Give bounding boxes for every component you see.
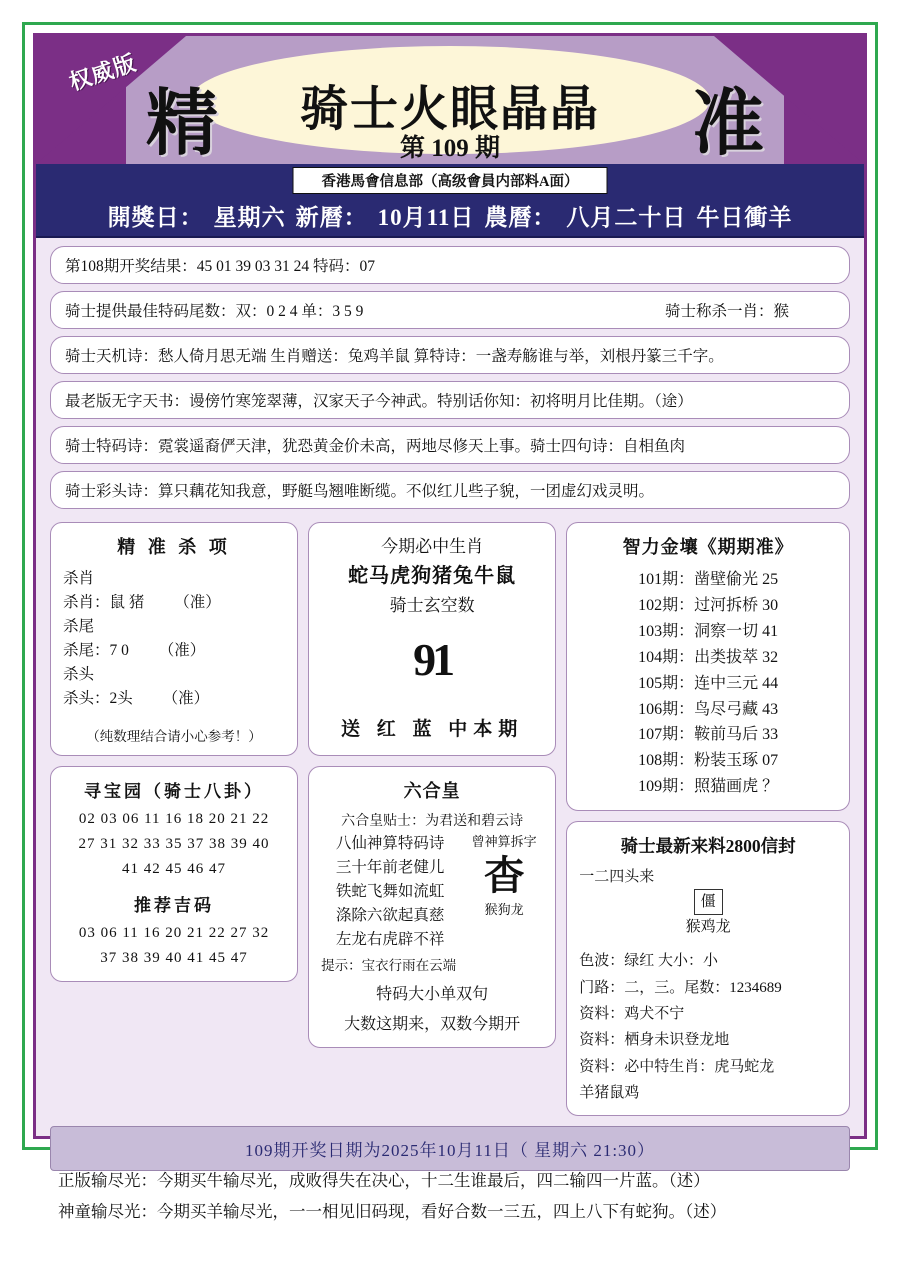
history-item: 105期：连中三元 44 [638, 674, 779, 692]
treasure-numbers [63, 807, 285, 881]
liuhe-card-title: 六合皇 [403, 781, 461, 802]
lunar-date: 八月二十日 [566, 204, 687, 230]
masthead-left-char: 精 [146, 84, 221, 164]
kill-line-2: 杀尾：7 0 [63, 642, 129, 660]
outer-frame [22, 22, 878, 1161]
liuhe-line-a: 特码大小单双句 [376, 985, 489, 1003]
zodiac-line-3: 骑士玄空数 [389, 596, 475, 616]
newest-line-1: 一二四头来 [579, 868, 655, 885]
history-list [579, 567, 837, 800]
masthead [36, 36, 864, 164]
newest-material-card [566, 821, 850, 1116]
history-item: 101期：凿壁偷光 25 [638, 571, 779, 588]
history-item: 104期：出类拔萃 32 [638, 648, 779, 666]
zodiac-card [308, 522, 556, 756]
history-card-title: 智力金壤《期期准》 [622, 537, 794, 557]
history-card [566, 522, 850, 811]
bottom-notes [58, 1166, 858, 1227]
liuhe-poem-line-4: 涤除六欲起真慈 [335, 907, 445, 925]
newest-zodiacs: 猴鸡龙 [685, 919, 731, 936]
liuhe-poem-line-5: 左龙右虎辟不祥 [335, 931, 445, 949]
character-split-glyph: 杳 [484, 852, 525, 898]
kill-row-2 [63, 639, 285, 663]
treasure-numbers-line-2: 27 31 32 33 35 37 38 39 40 [78, 835, 270, 852]
kill-head-3: 杀头 [63, 666, 95, 684]
newest-data-2: 资料：栖身未识登龙地 [579, 1032, 730, 1049]
kill-card-list [63, 567, 285, 711]
info-rows [36, 238, 864, 518]
masthead-right-char: 准 [691, 84, 764, 164]
source-chip: 香港馬會信息部（高级會員内部料A面） [293, 167, 608, 194]
treasure-card-title: 寻宝园（骑士八卦） [84, 782, 265, 802]
liuhe-poem-line-3: 铁蛇飞舞如流虹 [335, 883, 445, 901]
heaven-poem-row: 骑士天机诗：愁人倚月思无端 生肖赠送：兔鸡羊鼠 算特诗：一盏寿觞谁与举，刘根丹篆三千字。 [50, 336, 850, 374]
newest-boxed-row [579, 889, 837, 915]
newest-data-4: 羊猪鼠鸡 [579, 1084, 640, 1101]
last-result-row: 第108期开奖结果：45 01 39 03 31 24 特码：07 [50, 246, 850, 284]
newest-body [579, 832, 837, 1105]
newest-path: 门路：二，三。尾数：1234689 [579, 979, 782, 996]
liuhe-hint: 提示：宝衣行雨在云端 [321, 958, 457, 974]
history-item: 108期：粉装玉琢 07 [638, 752, 779, 770]
liuhe-columns [321, 832, 543, 952]
treasure-card [50, 766, 298, 982]
inner-frame [33, 33, 867, 1161]
kill-card [50, 522, 298, 756]
lucky-numbers [63, 921, 285, 971]
kill-line-1: 杀肖：鼠 猪 [63, 594, 145, 612]
zodiac-line-1: 今期必中生肖 [381, 537, 484, 556]
liuhe-poem-line-1: 八仙神算特码诗 [335, 835, 445, 853]
tail-and-kill-row [50, 291, 850, 329]
column-right [566, 522, 850, 1116]
column-middle [308, 522, 556, 1048]
newest-color-wave: 色波：绿红 大小：小 [579, 953, 718, 970]
special-poem-row: 骑士特码诗：霓裳遥裔俨天津，犹恐黄金价未高，两地尽修天上事。骑士四句诗：自相鱼肉 [50, 426, 850, 464]
character-split-label: 曾神算拆字 [471, 834, 537, 850]
treasure-numbers-line-1: 02 03 06 11 16 18 20 21 22 [78, 811, 270, 828]
draw-date-footer: 109期开奖日期为2025年10月11日（ 星期六 21:30） [50, 1126, 850, 1171]
liuhe-line-b: 大数这期来，双数今期开 [344, 1015, 521, 1033]
color-poem-row: 骑士彩头诗：算只藕花知我意，野艇鸟翘唯断缆。不似红儿些子貌，一团虚幻戏灵明。 [50, 471, 850, 509]
kill-row-3 [63, 687, 285, 711]
history-item: 103期：洞察一切 41 [638, 622, 779, 640]
zodiac-block [321, 533, 543, 745]
history-item: 107期：鞍前马后 33 [638, 726, 779, 744]
page-title: 骑士火眼晶晶 [299, 83, 601, 136]
best-tail-text: 骑士提供最佳特码尾数：双：0 2 4 单：3 5 9 [65, 303, 364, 320]
card-grid [36, 518, 864, 1116]
history-item: 106期：鸟尽弓藏 43 [638, 700, 779, 718]
kill-head-2: 杀尾 [63, 618, 95, 636]
gregorian-label: 新曆： [295, 204, 368, 230]
history-item: 102期：过河拆桥 30 [638, 596, 779, 614]
bottom-note-1: 正版输尽光：今期买牛输尽光，成败得失在决心，十二生谁最后，四二输四一片蓝。（述） [58, 1171, 710, 1190]
liuhe-poem-line-2: 三十年前老健儿 [335, 859, 445, 877]
clash-zodiac: 牛日衝羊 [696, 204, 793, 230]
newest-data-3: 资料：必中特生肖：虎马蛇龙 [579, 1058, 775, 1075]
wordless-book-row: 最老版无字天书：谩傍竹寒笼翠薄，汉家天子今神武。特别话你知：初将明月比佳期。（途） [50, 381, 850, 419]
lucky-numbers-title: 推荐吉码 [134, 896, 215, 916]
masthead-badge: 权威版 [66, 49, 140, 96]
newest-boxed-char: 僵 [694, 889, 723, 915]
kill-row-1 [63, 591, 285, 615]
kill-line-3: 杀头：2头 [63, 690, 133, 708]
liuhe-body [321, 811, 543, 1036]
history-item: 109期：照猫画虎 ？ [638, 778, 779, 796]
liuhe-card [308, 766, 556, 1047]
zodiac-line-2: 蛇马虎狗猪兔牛鼠 [348, 565, 517, 588]
lucky-numbers-line-2: 37 38 39 40 41 45 47 [100, 950, 248, 967]
kill-mark-3: （准） [162, 690, 210, 708]
open-weekday: 星期六 [213, 204, 286, 230]
character-split-block [465, 832, 543, 952]
kill-head-1: 杀肖 [63, 570, 95, 587]
kill-one-zodiac-text: 骑士称杀一肖：猴 [664, 303, 789, 320]
newest-data-1: 资料：鸡犬不宁 [579, 1005, 685, 1022]
kill-mark-1: （准） [174, 594, 221, 612]
send-line: 送 红 蓝 中本期 [341, 718, 524, 740]
open-day-label: 開獎日： [107, 204, 204, 230]
liuhe-poem [321, 832, 459, 952]
lunar-label: 農曆： [484, 204, 557, 230]
mystic-number: 91 [413, 634, 452, 686]
treasure-numbers-line-3: 41 42 45 46 47 [122, 860, 227, 877]
bottom-note-2: 神童输尽光：今期买羊输尽光，一一相见旧码现，看好合数一三五，四上八下有蛇狗。（述） [58, 1201, 727, 1221]
draw-date-bar [36, 194, 864, 238]
gregorian-date: 10月11日 [377, 204, 475, 230]
kill-card-title: 精 准 杀 项 [117, 537, 231, 557]
lucky-numbers-line-1: 03 06 11 16 20 21 22 27 32 [78, 925, 270, 942]
character-split-zodiacs: 猴狗龙 [484, 901, 524, 917]
kill-mark-2: （准） [158, 642, 206, 660]
kill-card-note: （纯数理结合请小心参考！） [86, 729, 262, 745]
issue-number: 第 109 期 [399, 135, 501, 162]
column-left [50, 522, 298, 982]
liuhe-tip: 六合皇贴士：为君送和碧云诗 [341, 814, 524, 830]
subbar [36, 164, 864, 194]
newest-card-title: 骑士最新来料2800信封 [620, 836, 796, 857]
